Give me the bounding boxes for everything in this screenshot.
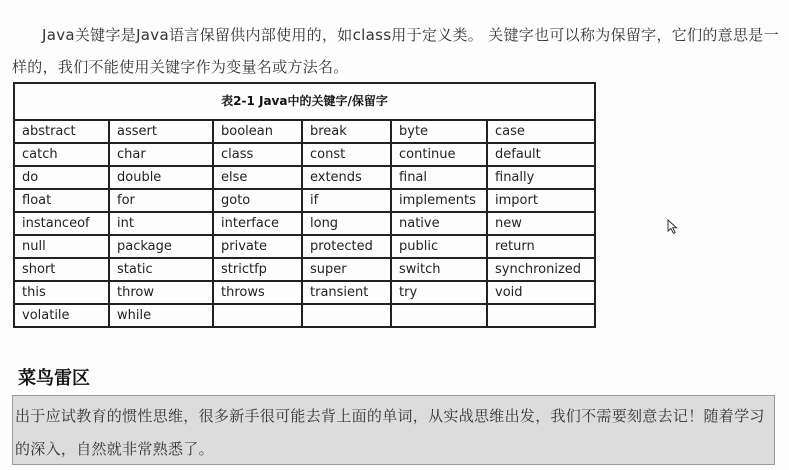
keyword-cell: synchronized — [487, 258, 595, 281]
intro-paragraph: Java关键字是Java语言保留供内部使用的，如class用于定义类。 关键字也可以称为保留字，它们的意思是一样的，我们不能使用关键字作为变量名或方法名。 — [12, 26, 779, 76]
keyword-cell: char — [109, 143, 213, 166]
keyword-cell: static — [109, 258, 213, 281]
keyword-cell: public — [391, 235, 487, 258]
keyword-cell: goto — [213, 189, 302, 212]
tip-text: 出于应试教育的惯性思维，很多新手很可能去背上面的单词，从实战思维出发，我们不需要刻意去记！随着学习的深入，自然就非常熟悉了。 — [15, 407, 765, 458]
keyword-cell — [487, 304, 595, 327]
keyword-cell: return — [487, 235, 595, 258]
keyword-cell: try — [391, 281, 487, 304]
keyword-cell: throw — [109, 281, 213, 304]
keyword-cell: byte — [391, 120, 487, 143]
keyword-cell: protected — [302, 235, 391, 258]
table-row — [14, 189, 595, 212]
keyword-cell: break — [302, 120, 391, 143]
table-row — [14, 120, 595, 143]
keyword-cell: boolean — [213, 120, 302, 143]
keyword-cell: super — [302, 258, 391, 281]
keyword-cell — [391, 304, 487, 327]
keyword-cell: catch — [14, 143, 109, 166]
keyword-cell: package — [109, 235, 213, 258]
keyword-cell: private — [213, 235, 302, 258]
keyword-cell: import — [487, 189, 595, 212]
keyword-cell: for — [109, 189, 213, 212]
keyword-cell: instanceof — [14, 212, 109, 235]
mouse-pointer-icon — [667, 219, 679, 235]
keywords-table-body — [14, 120, 595, 327]
keyword-cell: if — [302, 189, 391, 212]
table-row — [14, 143, 595, 166]
table-caption: 表2-1 Java中的关键字/保留字 — [13, 82, 596, 119]
keyword-cell: throws — [213, 281, 302, 304]
keyword-cell: int — [109, 212, 213, 235]
keyword-cell: strictfp — [213, 258, 302, 281]
tip-box — [12, 395, 775, 465]
keyword-cell: abstract — [14, 120, 109, 143]
keyword-cell: class — [213, 143, 302, 166]
keyword-cell: implements — [391, 189, 487, 212]
section-title: 菜鸟雷区 — [18, 368, 90, 389]
keyword-cell: volatile — [14, 304, 109, 327]
keyword-cell: default — [487, 143, 595, 166]
keyword-cell: do — [14, 166, 109, 189]
keyword-cell: transient — [302, 281, 391, 304]
keyword-cell — [213, 304, 302, 327]
keyword-cell: native — [391, 212, 487, 235]
keyword-cell: this — [14, 281, 109, 304]
keyword-cell: while — [109, 304, 213, 327]
keywords-table — [13, 82, 596, 328]
keyword-cell: continue — [391, 143, 487, 166]
keyword-cell: case — [487, 120, 595, 143]
table-row — [14, 212, 595, 235]
keyword-cell: const — [302, 143, 391, 166]
table-row — [14, 166, 595, 189]
keyword-cell: switch — [391, 258, 487, 281]
table-row — [14, 235, 595, 258]
keyword-cell: float — [14, 189, 109, 212]
keyword-cell: finally — [487, 166, 595, 189]
keyword-cell: short — [14, 258, 109, 281]
keyword-cell: final — [391, 166, 487, 189]
keyword-cell: void — [487, 281, 595, 304]
keyword-cell: interface — [213, 212, 302, 235]
keyword-cell: assert — [109, 120, 213, 143]
keyword-cell: null — [14, 235, 109, 258]
table-row — [14, 258, 595, 281]
keyword-cell: double — [109, 166, 213, 189]
keyword-cell: new — [487, 212, 595, 235]
table-row — [14, 281, 595, 304]
keyword-cell: extends — [302, 166, 391, 189]
keyword-cell — [302, 304, 391, 327]
keyword-cell: long — [302, 212, 391, 235]
keyword-cell: else — [213, 166, 302, 189]
table-row — [14, 304, 595, 327]
